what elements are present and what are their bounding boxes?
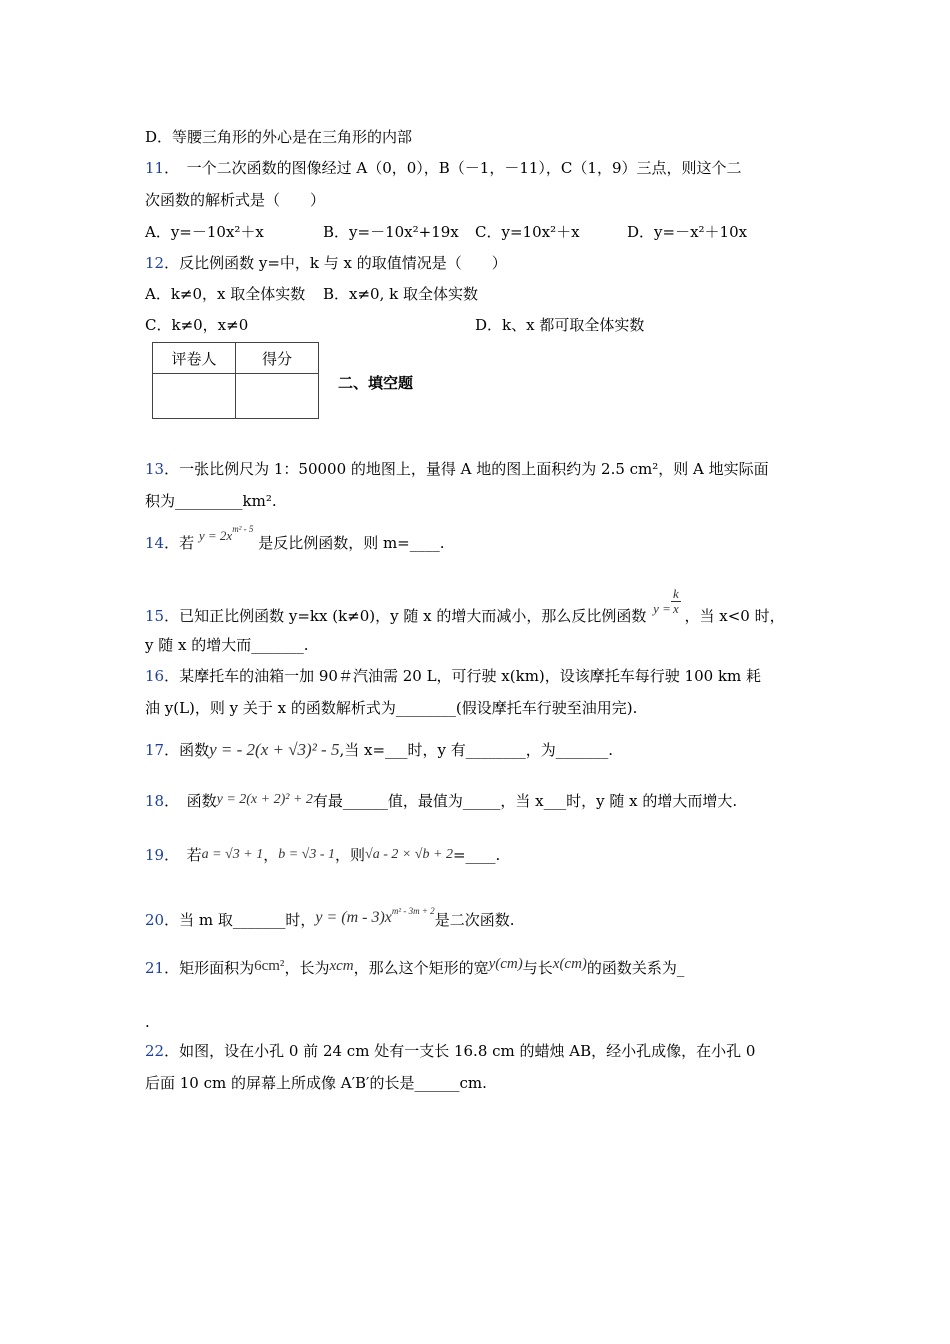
question-text-post: ，当 x<0 时， [684, 606, 785, 625]
question-13-line1 [145, 459, 769, 479]
question-number: 15 [145, 606, 165, 625]
question-13-line2: 积为_________km². [145, 492, 277, 510]
question-22-line2: 后面 10 cm 的屏幕上所成像 A′B′的长是______cm. [145, 1074, 487, 1092]
question-text: ．如图，设在小孔 0 前 24 cm 处有一支长 16.8 cm 的蜡烛 AB，经小孔成像，在小孔 0 [164, 1042, 756, 1060]
option-d: D．y=－x²＋10x [627, 223, 748, 241]
question-12-line [145, 253, 507, 273]
option-b: B．y=－10x²+19x [323, 223, 459, 241]
score-header: 得分 [236, 343, 319, 374]
grader-cell[interactable] [153, 374, 236, 419]
question-number: 16 [145, 667, 165, 685]
option-c: C．y=10x²＋x [475, 223, 580, 241]
question-15-line1 [145, 586, 785, 632]
formula-a: a = √3 + 1 [201, 847, 264, 862]
question-text: ．已知正比例函数 y=kx (k≠0)，y 随 x 的增大而减小，那么反比例函数 [164, 606, 647, 625]
question-text-pre: ．若 [164, 534, 195, 552]
question-11-line2: 次函数的解析式是（ ） [145, 191, 326, 209]
question-19-line: 19． 若a = √3 + 1，b = √3 - 1，则√a - 2 × √b + 2=____. [145, 846, 501, 864]
option-d: D．k、x 都可取全体实数 [475, 316, 645, 334]
length-var: x(cm) [552, 956, 587, 972]
width-var: y(cm) [488, 956, 523, 972]
formula: $y = 2x^{m^2 - 5}$ [198, 524, 254, 543]
score-cell[interactable] [236, 374, 319, 419]
question-21-line1: 21．矩形面积为6cm²，长为xcm，那么这个矩形的宽y(cm)与长x(cm)的函数关系为_ [145, 956, 685, 977]
formula-b: b = √3 - 1 [278, 847, 335, 862]
question-text: ． 一个二次函数的图像经过 A（0，0），B（－1，－11），C（1，9）三点，则这个二 [164, 159, 742, 177]
question-text-post: 是反比例函数，则 m=____. [258, 534, 445, 552]
question-text-post: ,当 x=___时，y 有________，为_______. [339, 741, 614, 759]
question-14-line [145, 524, 445, 554]
question-text: ．一张比例尺为 1：50000 的地图上，量得 A 地的图上面积约为 2.5 cm²，则 A 地实际面 [164, 460, 769, 478]
question-16-line1 [145, 666, 761, 686]
question-text-pre: ．函数 [164, 741, 210, 759]
question-12-options-row2 [145, 315, 785, 335]
question-text-pre: ． 函数 [164, 792, 217, 810]
question-18-line [145, 791, 737, 813]
question-text-post: 的函数关系为_ [586, 959, 685, 977]
formula: y = - 2(x + √3)² - 5 [209, 740, 340, 759]
question-number: 12 [145, 254, 165, 272]
question-number: 19 [145, 846, 165, 864]
question-text-pre: ． 若 [164, 846, 202, 864]
question-number: 22 [145, 1042, 165, 1060]
question-text-post: =____. [452, 846, 501, 864]
question-17-line [145, 740, 613, 760]
length-value: xcm [329, 958, 354, 974]
option-d-prev: D．等腰三角形的外心是在三角形的内部 [145, 128, 413, 146]
question-20-line [145, 906, 515, 931]
question-number: 17 [145, 741, 165, 759]
question-16-line2: 油 y(L)，则 y 关于 x 的函数解析式为________(假设摩托车行驶至油用完). [145, 699, 638, 717]
question-12-options-row1 [145, 284, 785, 304]
option-a: A．y=－10x²＋x [145, 223, 264, 241]
question-number: 18 [145, 792, 165, 810]
area-value: 6cm² [254, 958, 285, 974]
option-c: C．k≠0，x≠0 [145, 316, 249, 334]
question-number: 13 [145, 460, 165, 478]
question-number: 21 [145, 959, 165, 977]
score-table [152, 342, 319, 419]
formula: $y = (m - 3)x^{m^2 - 3m + 2}$ [315, 906, 435, 926]
question-number: 20 [145, 911, 165, 929]
question-15-line2: y 随 x 的增大而_______. [145, 636, 309, 654]
question-text: ．反比例函数 y=中，k 与 x 的取值情况是（ ） [164, 254, 507, 272]
question-text-post: 是二次函数. [434, 911, 515, 929]
option-a: A．k≠0，x 取全体实数 [145, 285, 306, 303]
formula-c: √a - 2 × √b + 2 [365, 847, 453, 862]
formula: y = 2(x + 2)² + 2 [216, 792, 313, 807]
question-22-line1 [145, 1041, 755, 1061]
question-number: 14 [145, 534, 165, 552]
question-11-options [145, 222, 785, 242]
option-b: B．x≠0, k 取全体实数 [323, 285, 478, 303]
section-title: 二、填空题 [338, 374, 414, 392]
question-text-pre: ．矩形面积为 [164, 959, 255, 977]
question-text-pre: ．当 m 取_______时， [164, 911, 316, 929]
question-text-post: 有最______值，最值为_____，当 x___时，y 随 x 的增大而增大. [312, 792, 738, 810]
question-21-line2: . [145, 1013, 150, 1031]
question-11-line1 [145, 158, 742, 178]
question-text: ．某摩托车的油箱一加 90＃汽油需 20 L，可行驶 x(km)，设该摩托车每行驶 100 km 耗 [164, 667, 762, 685]
question-number: 11 [145, 159, 165, 177]
grader-header: 评卷人 [153, 343, 236, 374]
formula: y = $\frac{k}{x}$ [653, 586, 679, 616]
